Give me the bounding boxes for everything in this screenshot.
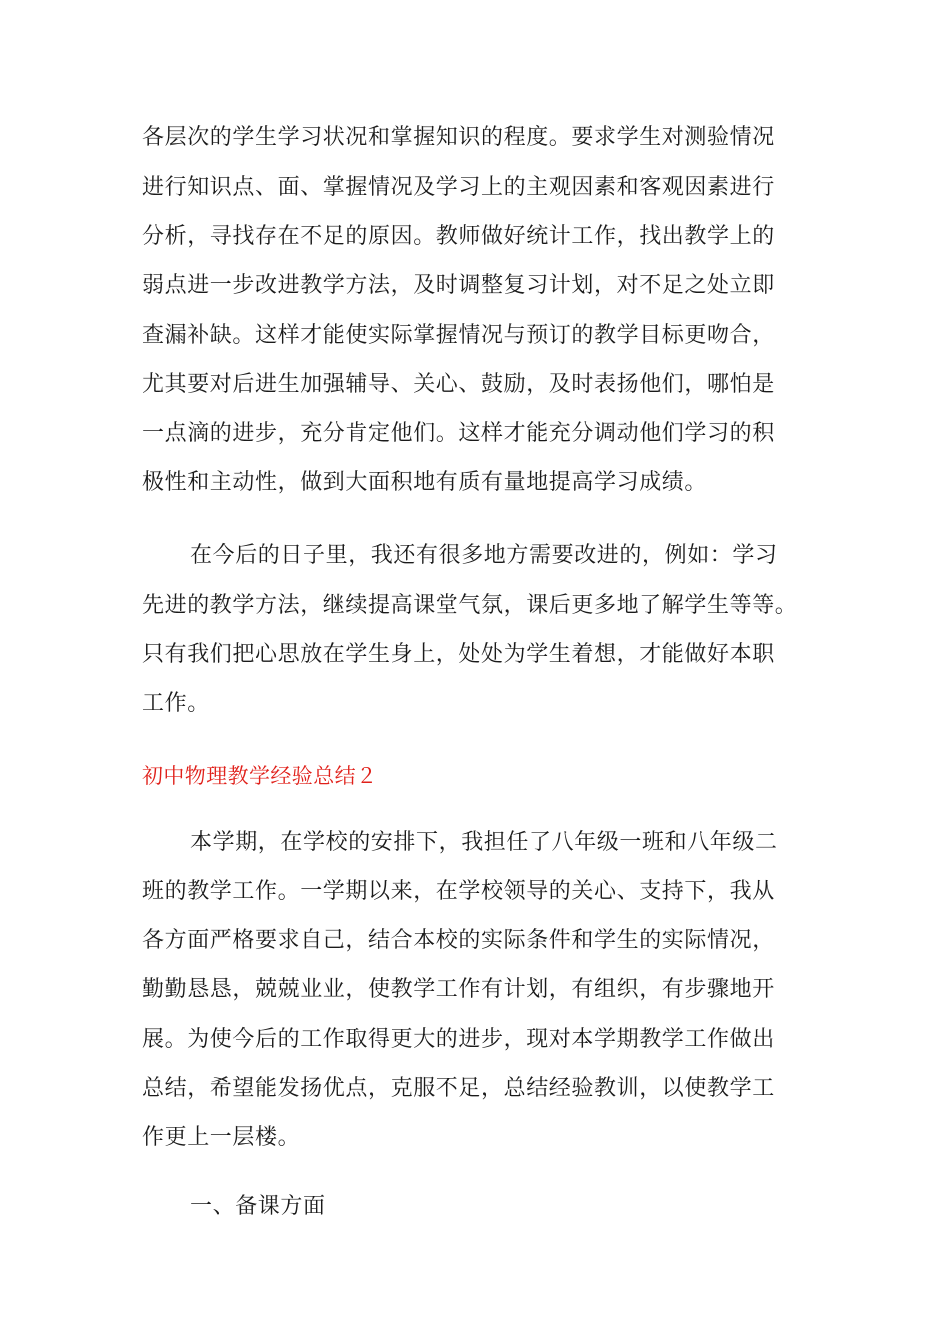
paragraph-line: 勤勤恳恳，兢兢业业，使教学工作有计划，有组织，有步骤地开 [142, 977, 775, 1002]
paragraph-line: 弱点进一步改进教学方法，及时调整复习计划，对不足之处立即 [142, 273, 775, 298]
paragraph-line: 本学期，在学校的安排下，我担任了八年级一班和八年级二 [190, 830, 778, 855]
section-heading: 初中物理教学经验总结２ [142, 764, 378, 788]
paragraph-line: 尤其要对后进生加强辅导、关心、鼓励，及时表扬他们，哪怕是 [142, 372, 775, 397]
paragraph-line: 各层次的学生学习状况和掌握知识的程度。要求学生对测验情况 [142, 125, 775, 150]
paragraph-line: 进行知识点、面、掌握情况及学习上的主观因素和客观因素进行 [142, 175, 775, 200]
paragraph-line: 班的教学工作。一学期以来，在学校领导的关心、支持下，我从 [142, 879, 775, 904]
paragraph-line: 极性和主动性，做到大面积地有质有量地提高学习成绩。 [142, 470, 708, 495]
paragraph-line: 工作。 [142, 691, 210, 716]
paragraph-line: 查漏补缺。这样才能使实际掌握情况与预订的教学目标更吻合， [142, 323, 775, 348]
paragraph-line: 各方面严格要求自己，结合本校的实际条件和学生的实际情况， [142, 928, 775, 953]
paragraph-line: 只有我们把心思放在学生身上，处处为学生着想，才能做好本职 [142, 642, 775, 667]
paragraph-line: 作更上一层楼。 [142, 1125, 301, 1150]
paragraph-line: 先进的教学方法，继续提高课堂气氛，课后更多地了解学生等等。 [142, 593, 798, 618]
paragraph-line: 一点滴的进步，充分肯定他们。这样才能充分调动他们学习的积 [142, 421, 775, 446]
paragraph-line: 总结，希望能发扬优点，克服不足，总结经验教训，以使教学工 [142, 1076, 775, 1101]
subheading-lesson-preparation: 一、备课方面 [190, 1194, 326, 1219]
paragraph-line: 展。为使今后的工作取得更大的进步，现对本学期教学工作做出 [142, 1027, 775, 1052]
paragraph-line: 分析，寻找存在不足的原因。教师做好统计工作，找出教学上的 [142, 224, 775, 249]
paragraph-line: 在今后的日子里，我还有很多地方需要改进的，例如：学习 [190, 543, 778, 568]
